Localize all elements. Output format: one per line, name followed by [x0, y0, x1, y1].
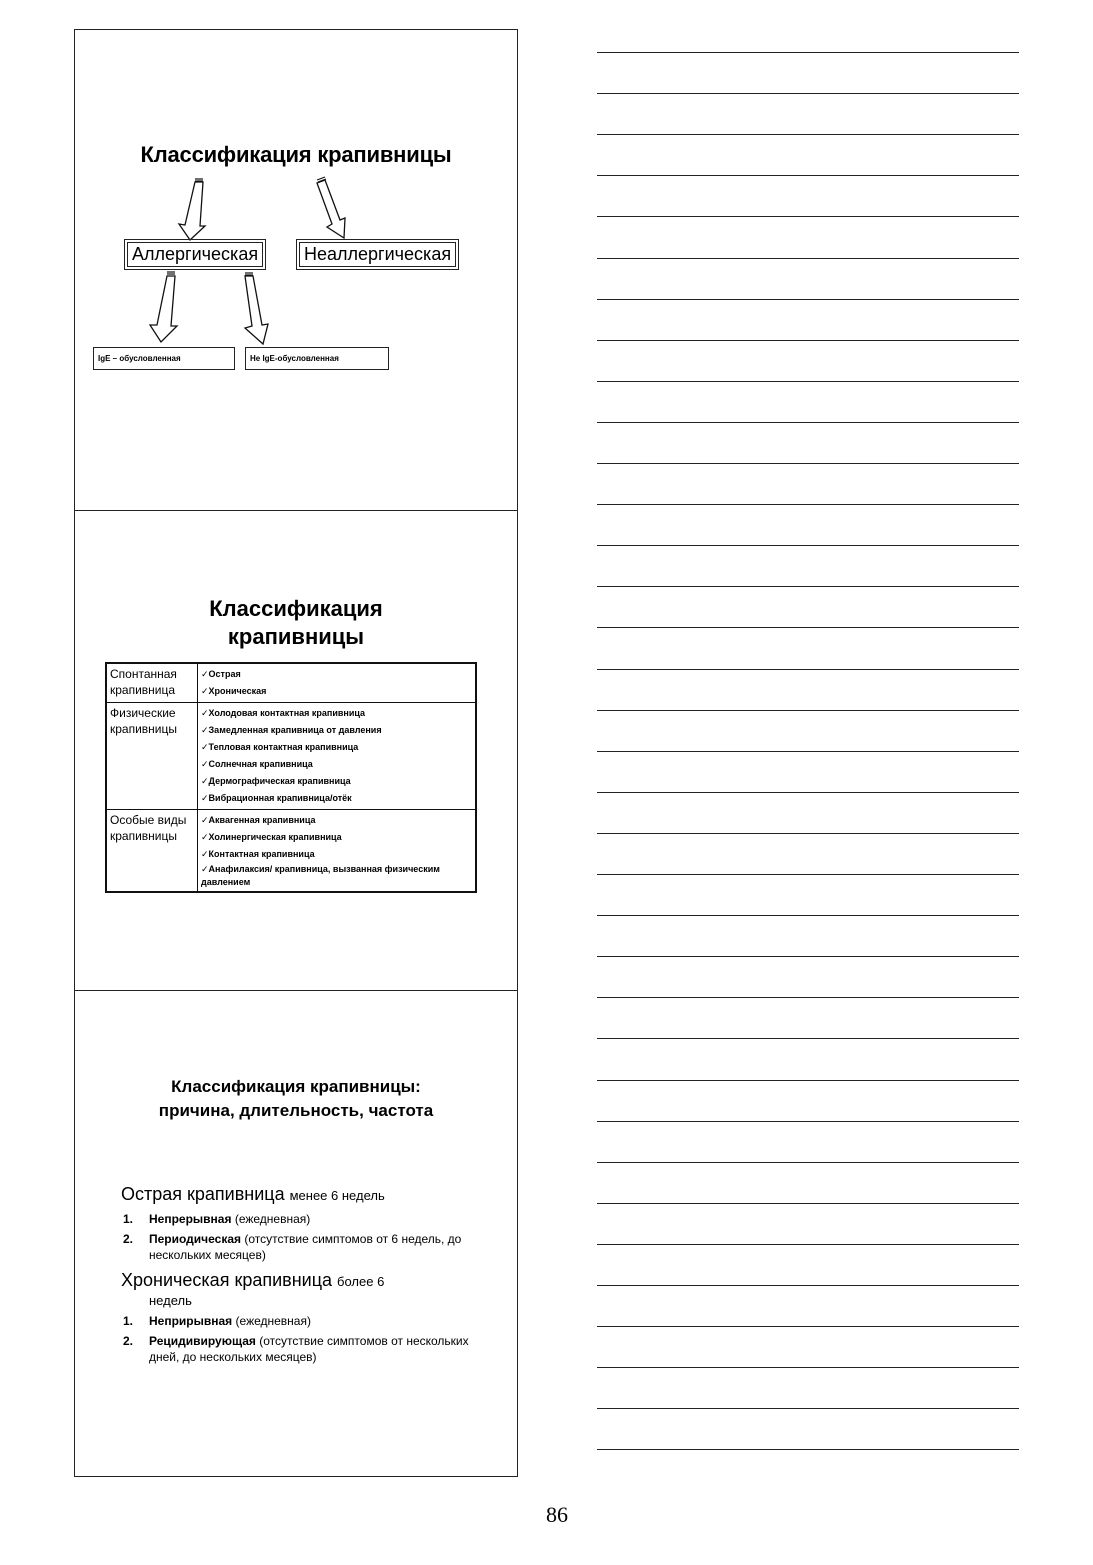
list-item: ✓ Дермографическая крапивница	[201, 773, 472, 790]
note-line	[597, 1080, 1019, 1081]
note-line	[597, 1326, 1019, 1327]
note-line	[597, 710, 1019, 711]
list-item: ✓ Холинергическая крапивница	[201, 829, 472, 846]
note-line	[597, 463, 1019, 464]
list-item: ✓ Вибрационная крапивница/отёк	[201, 790, 472, 807]
slide2-title: Классификация крапивницы	[209, 596, 383, 649]
note-line	[597, 134, 1019, 135]
slide-classification-diagram	[75, 30, 517, 510]
note-line	[597, 93, 1019, 94]
ige-box: IgE – обусловленная	[93, 347, 235, 370]
note-line	[597, 504, 1019, 505]
list-item: ✓ Тепловая контактная крапивница	[201, 739, 472, 756]
note-line	[597, 1038, 1019, 1039]
hierarchy-arrows	[75, 30, 519, 510]
note-line	[597, 627, 1019, 628]
acute-list	[121, 1211, 481, 1263]
chronic-duration-cont: недель	[149, 1293, 192, 1308]
list-item: 2. Рецидивирующая (отсутствие симптомов от нескольких дней, до нескольких месяцев)	[123, 1334, 469, 1364]
arrow-down-icon	[179, 182, 205, 240]
note-line	[597, 1244, 1019, 1245]
arrow-down-icon	[245, 276, 268, 344]
list-item: ✓ Анафилаксия/ крапивница, вызванная физическим давлением	[201, 863, 472, 889]
note-line	[597, 52, 1019, 53]
list-item: 2. Периодическая (отсутствие симптомов от 6 недель, до нескольких месяцев)	[123, 1232, 462, 1262]
slide3-title: Классификация крапивницы: причина, длительность, частота	[158, 1077, 434, 1120]
table-category: Спонтанная крапивница	[106, 663, 198, 703]
note-line	[597, 956, 1019, 957]
note-line	[597, 997, 1019, 998]
slide3-body	[121, 1183, 481, 1371]
note-line	[597, 1408, 1019, 1409]
note-line	[597, 1203, 1019, 1204]
note-line	[597, 216, 1019, 217]
table-row	[106, 810, 476, 893]
note-line	[597, 833, 1019, 834]
note-line	[597, 669, 1019, 670]
list-item: ✓ Солнечная крапивница	[201, 756, 472, 773]
table-category: Особые виды крапивницы	[106, 810, 198, 893]
arrow-down-icon	[317, 180, 345, 238]
note-line	[597, 381, 1019, 382]
list-item: ✓ Аквагенная крапивница	[201, 812, 472, 829]
table-row	[106, 703, 476, 810]
note-line	[597, 874, 1019, 875]
note-line	[597, 586, 1019, 587]
acute-heading: Острая крапивница менее 6 недель	[121, 1184, 385, 1204]
table-row	[106, 663, 476, 703]
chronic-list	[121, 1313, 481, 1365]
note-line	[597, 751, 1019, 752]
allergic-box: Аллергическая	[127, 242, 263, 267]
note-line	[597, 1121, 1019, 1122]
list-item: 1. Неприрывная (ежедневная)	[123, 1314, 311, 1328]
note-line	[597, 1285, 1019, 1286]
list-item: ✓ Холодовая контактная крапивница	[201, 705, 472, 722]
note-line	[597, 1449, 1019, 1450]
table-category: Физические крапивницы	[106, 703, 198, 810]
chronic-heading: Хроническая крапивница более 6	[121, 1270, 385, 1290]
note-line	[597, 175, 1019, 176]
note-line	[597, 792, 1019, 793]
list-item: ✓ Хроническая	[201, 683, 472, 700]
slide-duration-frequency	[75, 990, 517, 1477]
note-line	[597, 1162, 1019, 1163]
list-item: ✓ Острая	[201, 666, 472, 683]
list-item: 1. Непрерывная (ежедневная)	[123, 1212, 311, 1226]
slides-panel	[74, 29, 518, 1477]
note-line	[597, 340, 1019, 341]
list-item: ✓ Замедленная крапивница от давления	[201, 722, 472, 739]
note-line	[597, 258, 1019, 259]
note-line	[597, 915, 1019, 916]
slide1-title: Классификация крапивницы	[140, 142, 452, 167]
nonallergic-box: Неаллергическая	[299, 242, 456, 267]
slide-classification-table	[75, 510, 517, 991]
arrow-down-icon	[150, 276, 177, 342]
note-line	[597, 1367, 1019, 1368]
note-line	[597, 422, 1019, 423]
note-line	[597, 545, 1019, 546]
page-number: 86	[546, 1502, 568, 1527]
note-line	[597, 299, 1019, 300]
non-ige-box: Не IgE-обусловленная	[245, 347, 389, 370]
list-item: ✓ Контактная крапивница	[201, 846, 472, 863]
classification-table	[105, 662, 477, 893]
